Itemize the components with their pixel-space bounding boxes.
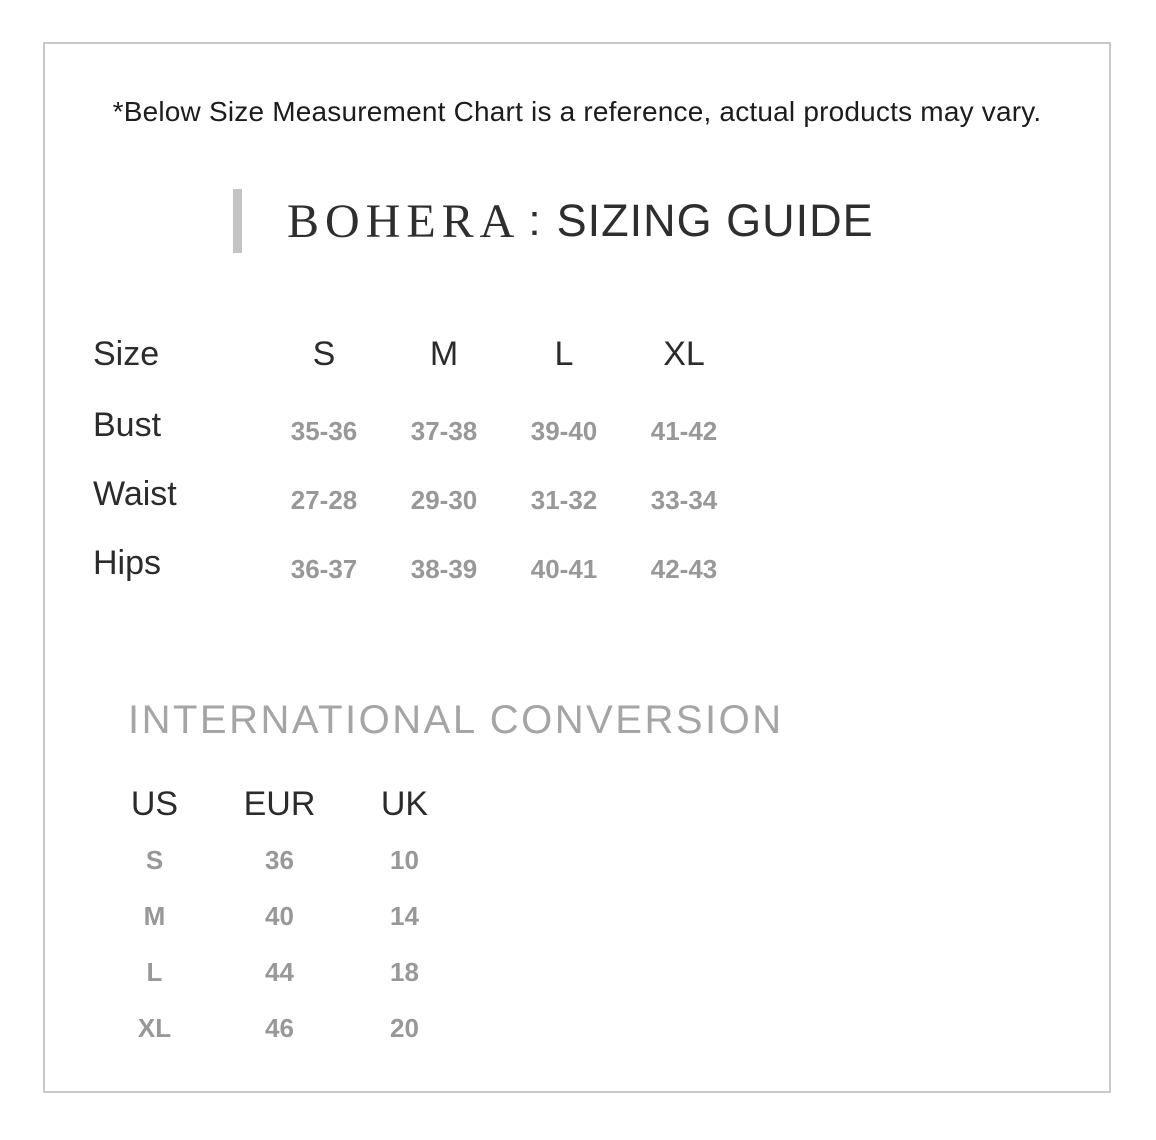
waist-value-m: 29-30 (410, 485, 478, 515)
size-row-label-hips: Hips (93, 544, 162, 582)
conversion-header-uk: UK (380, 785, 429, 823)
size-measurement-table (93, 335, 744, 613)
conversion-row-xl-us: XL (137, 1013, 172, 1043)
size-row-label-bust: Bust (93, 406, 162, 444)
conversion-row-l-uk: 18 (390, 957, 419, 987)
conversion-row-xl-uk: 20 (390, 1013, 419, 1043)
conversion-row-m-eur: 40 (265, 901, 294, 931)
size-table-header-size: Size (93, 335, 160, 373)
brand-header (233, 188, 874, 254)
bust-value-s: 35-36 (290, 416, 358, 446)
conversion-row-m-uk: 14 (390, 901, 419, 931)
conversion-row-s-uk: 10 (390, 845, 419, 875)
conversion-row-l-eur: 44 (265, 957, 294, 987)
bust-value-l: 39-40 (530, 416, 598, 446)
size-table-header-s: S (312, 335, 336, 373)
hips-value-s: 36-37 (290, 554, 358, 584)
bust-value-m: 37-38 (410, 416, 478, 446)
size-table-header-xl: XL (663, 335, 705, 373)
conversion-header-us: US (130, 785, 179, 823)
hips-value-xl: 42-43 (650, 554, 718, 584)
conversion-row-m-us: M (143, 901, 166, 931)
size-table-header-m: M (429, 335, 459, 373)
size-table-header-l: L (554, 335, 574, 373)
disclaimer-note: *Below Size Measurement Chart is a reference, actual products may vary. (112, 96, 1042, 127)
conversion-row-s-eur: 36 (265, 845, 294, 875)
waist-value-xl: 33-34 (650, 485, 718, 515)
brand-name: BOHERA (287, 194, 521, 248)
hips-value-l: 40-41 (530, 554, 598, 584)
size-row-label-waist: Waist (93, 475, 177, 513)
hips-value-m: 38-39 (410, 554, 478, 584)
accent-bar (233, 189, 242, 253)
conversion-header-eur: EUR (243, 785, 316, 823)
international-conversion-title: INTERNATIONAL CONVERSION (128, 698, 784, 742)
waist-value-l: 31-32 (530, 485, 598, 515)
conversion-row-s-us: S (145, 845, 164, 875)
waist-value-s: 27-28 (290, 485, 358, 515)
brand-separator: : (528, 196, 541, 245)
bust-value-xl: 41-42 (650, 416, 718, 446)
conversion-row-xl-eur: 46 (265, 1013, 294, 1043)
sizing-guide-card (43, 42, 1111, 1093)
international-conversion-table (92, 785, 467, 1069)
sizing-guide-title: SIZING GUIDE (556, 195, 874, 246)
conversion-row-l-us: L (146, 957, 163, 987)
